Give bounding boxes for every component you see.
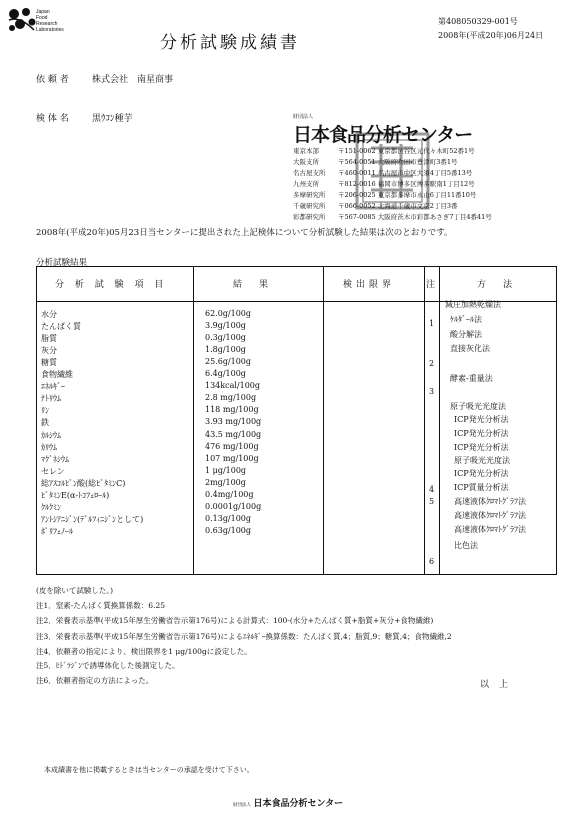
table-note-number: 4 [429, 485, 435, 494]
branch-name: 彩都研究所 [293, 213, 326, 221]
document-title: 分析試験成績書 [160, 33, 300, 53]
table-item: ｱﾝﾄｼｱﾆｼﾞﾝ(ﾃﾞﾙﾌｨﾆｼﾞﾝとして) [41, 514, 144, 524]
table-result: 134kcal/100g [205, 381, 261, 391]
table-note-number: 6 [429, 557, 435, 566]
footer-organization [233, 796, 343, 809]
table-result: 0.4mg/100g [205, 489, 254, 499]
table-item: ﾎﾟﾘﾌｪﾉｰﾙ [41, 526, 73, 536]
branch-address: 〒567-0085 大阪府茨木市彩都あさぎ7丁目4番41号 [338, 213, 492, 221]
table-method: 酵素-重量法 [450, 374, 493, 383]
table-result: 43.5 mg/100g [205, 429, 262, 439]
issuer-prefix: 財団法人 [293, 114, 314, 120]
jfrl-logo-mark [6, 6, 40, 36]
table-note-number: 2 [429, 359, 435, 368]
table-method: 直接灰化法 [450, 344, 490, 353]
table-caption: 分析試験結果 [36, 258, 88, 268]
branch-address: 〒812-0016 福岡市博多区博多駅南1丁目12号 [338, 180, 475, 188]
table-item: ｸﾙｸﾐﾝ [41, 502, 61, 512]
table-method: ｹﾙﾀﾞｰﾙ法 [450, 315, 482, 324]
sample-label: 検 体 名 [36, 114, 69, 124]
table-item: 灰分 [41, 346, 57, 356]
intro-statement: 2008年(平成20年)05月23日当センターに提出された上記検体について分析試験した結果は次のとおりです。 [36, 228, 453, 238]
table-result: 2mg/100g [205, 477, 246, 487]
remark-line: 注3．栄養表示基準(平成15年厚生労働省告示第176号)によるｴﾈﾙｷﾞｰ換算係数：たんぱく質,4；脂質,9；糖質,4；食物繊維,2 [36, 632, 452, 641]
remark-line: 注5．ﾋﾄﾞﾗｼﾞﾝで誘導体化した後測定した。 [36, 661, 180, 670]
branch-address: 〒564-0051 大阪府吹田市豊津町3番1号 [338, 158, 458, 166]
table-method: ICP発光分析法 [454, 443, 509, 452]
table-result: 25.6g/100g [205, 357, 252, 367]
table-result: 476 mg/100g [205, 441, 259, 451]
table-item: 鉄 [41, 418, 49, 428]
table-item: 脂質 [41, 334, 57, 344]
table-note-number: 3 [429, 387, 435, 396]
table-result: 0.0001g/100g [205, 501, 262, 511]
table-item: 総ｱｽｺﾙﾋﾞﾝ酸(総ﾋﾞﾀﾐﾝC) [41, 478, 126, 488]
header-result: 結 果 [233, 280, 273, 290]
table-result: 1 μg/100g [205, 465, 247, 475]
table-result: 118 mg/100g [205, 405, 259, 415]
table-result: 2.8 mg/100g [205, 393, 257, 403]
table-item: ｶﾙｼｳﾑ [41, 430, 61, 440]
header-note: 注 [426, 280, 436, 290]
header-item: 分 析 試 験 項 目 [55, 280, 168, 290]
table-result: 62.0g/100g [205, 309, 252, 318]
table-item: ﾏｸﾞﾈｼｳﾑ [41, 454, 69, 464]
branch-name: 東京本部 [293, 147, 319, 155]
table-method: 比色法 [454, 541, 478, 550]
footer-org-name: 日本食品分析センター [253, 798, 344, 808]
table-result: 1.8g/100g [205, 345, 246, 355]
remark-line: 注1．窒素-たんぱく質換算係数：6.25 [36, 601, 166, 610]
table-method: 減圧加熱乾燥法 [445, 300, 501, 309]
header-method: 方 法 [477, 280, 517, 290]
table-method: 原子吸光光度法 [454, 456, 510, 465]
table-method: ICP発光分析法 [454, 469, 509, 478]
table-result: 3.9g/100g [205, 321, 246, 331]
table-method: 高速液体ｸﾛﾏﾄｸﾞﾗﾌ法 [454, 497, 526, 506]
table-method: ICP発光分析法 [454, 429, 509, 438]
branch-name: 多摩研究所 [293, 191, 326, 199]
table-item: ｶﾘｳﾑ [41, 442, 57, 452]
table-note-number: 5 [429, 497, 435, 506]
table-result: 3.93 mg/100g [205, 417, 262, 427]
table-item: ｴﾈﾙｷﾞｰ [41, 382, 65, 392]
table-method: ICP発光分析法 [454, 415, 509, 424]
logo-text: Japan Food Research Laboratories [36, 9, 64, 33]
closing-mark: 以上 [480, 680, 519, 690]
table-method: 原子吸光光度法 [450, 402, 506, 411]
issuer-name: 日本食品分析センター [293, 125, 473, 146]
results-table [36, 266, 557, 575]
branch-address: 〒206-0025 東京都多摩市永山6丁目11番10号 [338, 191, 477, 199]
branch-address: 〒460-0011 名古屋市中区大須4丁目5番13号 [338, 169, 473, 177]
branch-address: 〒151-0062 東京都渋谷区元代々木町52番1号 [338, 147, 475, 155]
table-result: 6.4g/100g [205, 369, 246, 379]
footer-org-prefix: 財団法人 [233, 802, 251, 807]
table-item: 食物繊維 [41, 370, 73, 380]
table-method: 酸分解法 [450, 330, 482, 339]
certificate-number: 第408050329-001号 [438, 17, 518, 26]
header-limit: 検出限界 [343, 280, 396, 290]
table-note-number: 1 [429, 319, 435, 328]
sample-value: 黒ｳｺﾝ種芋 [92, 114, 133, 124]
table-item: セレン [41, 466, 65, 476]
table-item: ﾋﾞﾀﾐﾝE(α-ﾄｺﾌｪﾛｰﾙ) [41, 490, 110, 500]
table-item: 糖質 [41, 358, 57, 368]
branch-name: 大阪支所 [293, 158, 319, 166]
footer-notice: 本成績書を他に掲載するときは当センターの承認を受けて下さい。 [44, 766, 254, 774]
certificate-date: 2008年(平成20年)06月24日 [438, 31, 544, 40]
table-result: 0.3g/100g [205, 333, 246, 343]
table-result: 0.63g/100g [205, 525, 252, 535]
table-item: ﾘﾝ [41, 406, 49, 416]
table-method: ICP質量分析法 [454, 483, 509, 492]
table-result: 0.13g/100g [205, 513, 252, 523]
remark-line: 注6．依頼者指定の方法によった。 [36, 676, 154, 685]
table-item: たんぱく質 [41, 322, 81, 332]
table-item: ﾅﾄﾘｳﾑ [41, 394, 61, 404]
table-result: 107 mg/100g [205, 453, 259, 463]
table-item: 水分 [41, 310, 57, 319]
client-value: 株式会社 南星商事 [92, 75, 174, 85]
table-method: 高速液体ｸﾛﾏﾄｸﾞﾗﾌ法 [454, 525, 526, 534]
remark-line: 注4．依頼者の指定により、検出限界を1 μg/100gに設定した。 [36, 647, 252, 656]
branch-name: 千歳研究所 [293, 202, 326, 210]
client-label: 依 頼 者 [36, 75, 69, 85]
table-method: 高速液体ｸﾛﾏﾄｸﾞﾗﾌ法 [454, 511, 526, 520]
branch-name: 九州支所 [293, 180, 319, 188]
remark-line: 注2．栄養表示基準(平成15年厚生労働省告示第176号)による計算式：100-(水分+たんぱく質+脂質+灰分+食物繊維) [36, 616, 434, 625]
branch-name: 名古屋支所 [293, 169, 326, 177]
remark-line: (皮を除いて試験した。) [36, 586, 114, 595]
branch-address: 〒066-0052 北海道千歳市文京2丁目3番 [338, 202, 458, 210]
